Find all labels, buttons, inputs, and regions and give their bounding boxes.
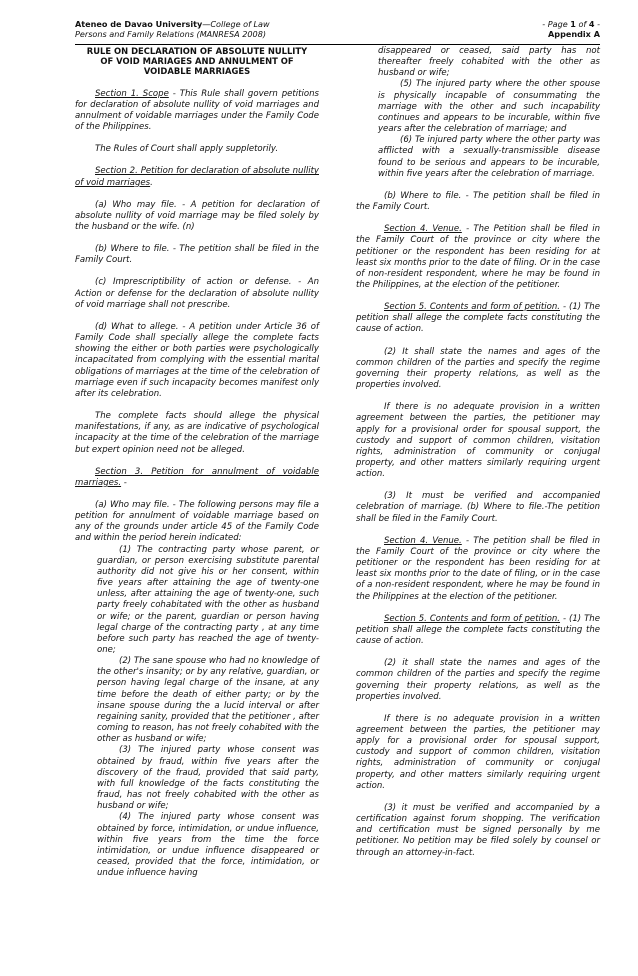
section-4-repeat: Section 4. Venue. - The petition shall be filed in the Family Court of the province or city where the petitioner or the respondent has been residing for at least six months prior to the date of filing, or in the case of a non-resident respondent, where he may be found in the Philippines at the election of the petitioner.	[356, 535, 600, 602]
section-5-repeat: Section 5. Contents and form of petition. - (1) The petition shall allege the complete facts constituting the cause of action.	[356, 613, 600, 647]
section-5-item-2: (2) It shall state the names and ages of the common children of the parties and specify the regime governing their property relations, as well as the properties involved.	[356, 346, 600, 391]
page-header	[75, 19, 600, 46]
ground-3: (3) The injured party whose consent was obtained by fraud, within five years after the discovery of the fraud, provided that said party, with full knowledge of the facts constituting the fraud, has not freely cohabited with the other as husband or wife;	[97, 745, 319, 812]
complete-facts-paragraph: The complete facts should allege the physical manifestations, if any, as are indicative of psychological incapacity at the time of the celebration of the marriage but expert opinion need not be alleged.	[75, 411, 319, 455]
section-4-repeat-heading: Section 4. Venue.	[384, 535, 462, 546]
ground-6: (6) Te injured party where the other party was afflicted with a sexually-transmissible disease found to be serious and appears to be incurable, within five years after the celebration of marriage.	[378, 135, 600, 179]
ground-2: (2) The sane spouse who had no knowledge of the other's insanity; or by any relative, guardian, or person having legal charge of the insane, at any time before the death of either party; or by the insane spouse during the a lucid interval or after regaining sanity, provided that the petitioner , after coming to reason, has not freely cohabited with the other as husband or wife;	[97, 656, 319, 745]
section-5-repeat-provisional: If there is no adequate provision in a written agreement between the parties, the petitioner may apply for a provisional order for spousal support, custody and support of common children, visitation rights, administration of community or conjugal property, and other matters similarly requiring urgent action.	[356, 713, 600, 791]
rules-of-court-note: The Rules of Court shall apply suppletorily.	[95, 144, 279, 155]
ground-4: (4) The injured party whose consent was obtained by force, intimidation, or undue influence, within five years from the time the force intimidation, or undue influence disappeared or ceased, provided that the force, intimidation, or undue influence having	[97, 812, 319, 879]
page-current: 1	[570, 19, 576, 29]
section-4-heading: Section 4. Venue.	[384, 224, 462, 235]
ground-5: (5) The injured party where the other spouse is physically incapable of consummating the marriage with the other and such incapability continues and appears to be incurable, within five years after the celebration of marriage; and	[378, 79, 600, 135]
college-name: —College of Law	[202, 19, 270, 29]
right-column	[356, 46, 600, 859]
section-5-heading: Section 5. Contents and form of petition.	[384, 302, 561, 313]
header-rule	[75, 44, 600, 45]
page-number: - Page 1 of 4 -	[542, 19, 600, 29]
section-4: Section 4. Venue. - The Petition shall be filed in the Family Court of the province or city where the petitioner or the respondent has been residing for at least six months prior to the date of filing. Or in the case of non-resident respondent, where he may be found in the Philippines, at the election of the petitioner.	[356, 224, 600, 290]
ground-1: (1) The contracting party whose parent, or guardian, or person exercising substitute parental authority did not give his or her consent, within five years after attaining the age of twenty-one unless, after attaining the age of twenty-one, such party freely cohabitated with the other as husband or wife; or the parent, guardian or person having legal charge of the contracting party , at any time before such party has reached the age of twenty-one;	[97, 544, 319, 656]
header-right	[542, 19, 600, 39]
section-3-heading: Section 3. Petition for annulment of voidable marriages. -	[75, 466, 319, 488]
section-1-heading: Section 1. Scope	[95, 88, 169, 99]
section-2d: (d) What to allege. - A petition under Article 36 of Family Code shall specially allege the complete facts showing the either or both parties were psychologically incapacitated from complying with the essential marital obligations of marriages at the time of the celebration of marriage even if such incapacity becomes manifest only after its celebration.	[75, 321, 319, 399]
section-5-repeat-item-3: (3) it must be verified and accompanied by a certification against forum shopping. The verification and certification must be signed personally by me petitioner. No petition may be filed solely by counsel or through an attorney-in-fact.	[356, 802, 600, 858]
section-5-item-3: (3) It must be verified and accompanied celebration of marriage. (b) Where to file.-The petition shall be filed in the Family Court.	[356, 491, 600, 524]
section-5-repeat-item-2: (2) it shall state the names and ages of the common children of the parties and specify the regime governing their property relations, as well as the properties involved.	[356, 658, 600, 702]
section-3a: (a) Who may file. - The following persons may file a petition for annulment of voidable marriage based on any of the grounds under article 45 of the Family Code and within the period herein indicated:	[75, 499, 319, 544]
course-name: Persons and Family Relations (MANRESA 2008)	[75, 29, 267, 39]
left-column	[75, 46, 319, 879]
section-2c: (c) Imprescriptibility of action or defense. - An Action or defense for the declaration of absolute nullity of void marriage shall not prescribe.	[75, 277, 319, 310]
section-3b: (b) Where to file. - The petition shall be filed in the Family Court.	[356, 190, 600, 213]
document-title: RULE ON DECLARATION OF ABSOLUTE NULLITY OF VOID MARIAGES AND ANNULMENT OF VOIDABLE MARRIAGES	[86, 46, 308, 77]
appendix-label: Appendix A	[548, 29, 600, 39]
section-5-provisional: If there is no adequate provision in a written agreement between the parties, the petitioner may apply for a provisional order for spousal support, the custody and support of common children, visitation rights, administration of community or conjugal property, and other matters similarly requiring urgent action.	[356, 402, 600, 480]
section-1: Section 1. Scope - This Rule shall govern petitions for declaration of absolute nullity of void marriages and annulment of voidable marriages under the Family Code of the Philippines.	[75, 88, 319, 133]
section-2a: (a) Who may file. - A petition for declaration of absolute nullity of void marriage may be filed solely by the husband or the wife. (n)	[75, 199, 319, 233]
section-2-heading: Section 2. Petition for declaration of absolute nullity of void marriages.	[75, 166, 319, 188]
institution-name: Ateneo de Davao University	[75, 19, 203, 29]
section-5: Section 5. Contents and form of petition. - (1) The petition shall allege the complete facts constituting the cause of action.	[356, 302, 600, 335]
section-2b: (b) Where to file. - The petition shall be filed in the Family Court.	[75, 244, 319, 266]
header-left	[75, 19, 270, 39]
ground-4-continued: disappeared or ceased, said party has not thereafter freely cohabited with the other as husband or wife;	[378, 46, 600, 79]
page-total: 4	[588, 19, 595, 29]
section-5-repeat-heading: Section 5. Contents and form of petition.	[384, 613, 561, 624]
